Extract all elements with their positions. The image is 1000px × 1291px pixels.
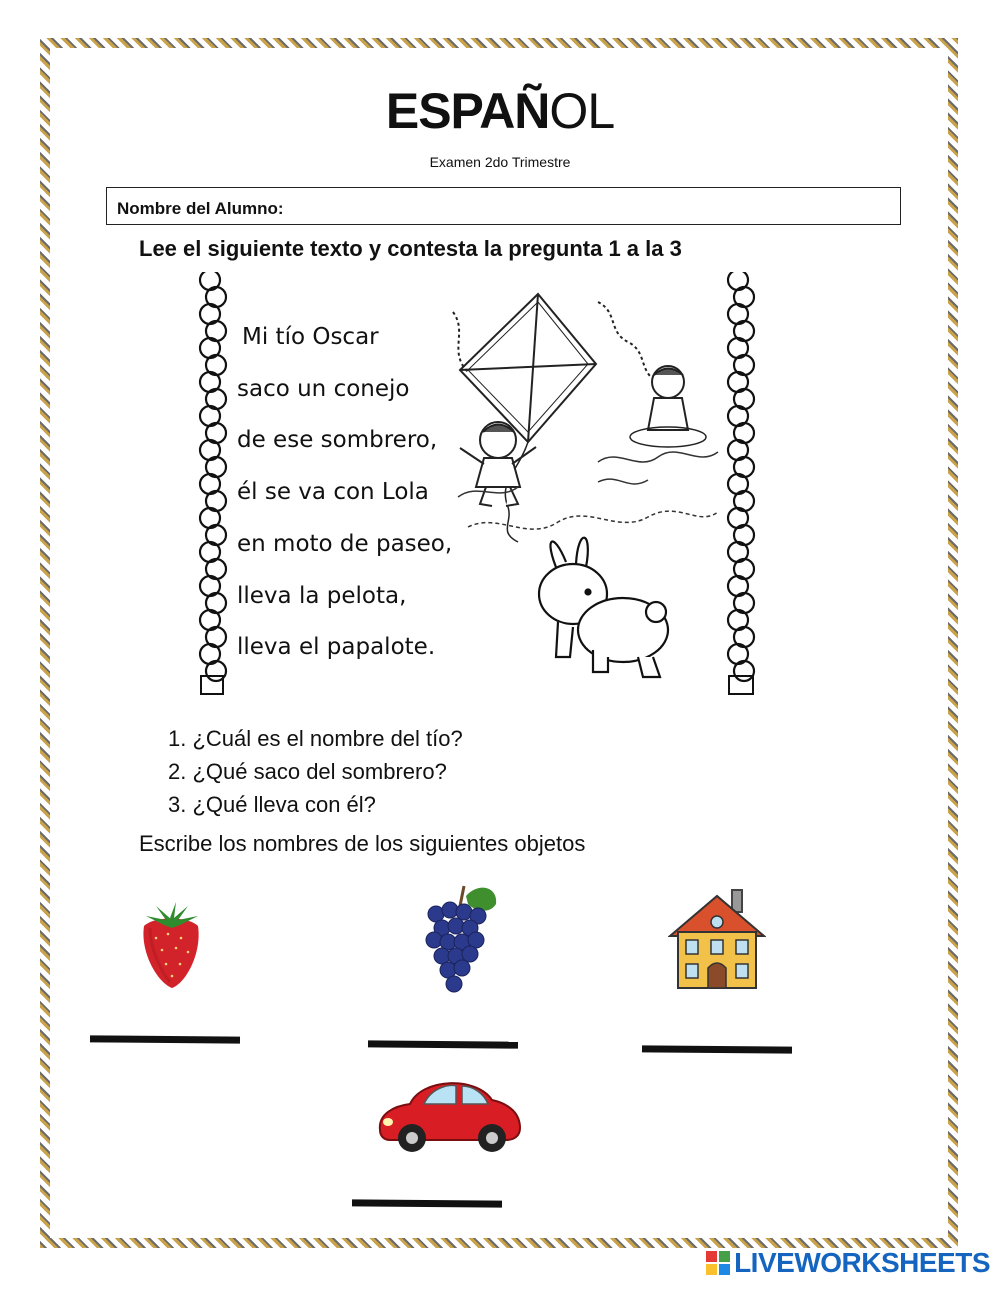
child-right-icon bbox=[630, 366, 706, 447]
poem-line: saco un conejo bbox=[237, 375, 410, 402]
poem-line: de ese sombrero, bbox=[237, 427, 438, 454]
strawberry-icon bbox=[136, 898, 206, 990]
poem-line: lleva el papalote. bbox=[237, 634, 436, 661]
answer-line-grapes[interactable] bbox=[368, 1040, 518, 1048]
chain-right-decoration bbox=[728, 272, 754, 681]
liveworksheets-icon bbox=[706, 1251, 730, 1275]
question-list bbox=[168, 722, 463, 821]
car-icon bbox=[374, 1070, 524, 1156]
question-item: 1. ¿Cuál es el nombre del tío? bbox=[168, 726, 463, 751]
chain-left-decoration bbox=[200, 272, 226, 681]
page-title: ESPAÑOL bbox=[385, 83, 615, 139]
poem-text bbox=[237, 312, 452, 674]
student-name-field[interactable] bbox=[106, 187, 901, 225]
student-name-label: Nombre del Alumno: bbox=[117, 199, 284, 218]
liveworksheets-logo: LIVEWORKSHEETS bbox=[706, 1247, 990, 1279]
question-item: 2. ¿Qué saco del sombrero? bbox=[168, 759, 447, 784]
poem-line: en moto de paseo, bbox=[237, 530, 453, 557]
answer-line-car[interactable] bbox=[352, 1199, 502, 1207]
grapes-icon bbox=[420, 878, 502, 998]
objects-instruction: Escribe los nombres de los siguientes objetos bbox=[139, 831, 586, 856]
answer-line-house[interactable] bbox=[642, 1045, 792, 1053]
exam-subtitle: Examen 2do Trimestre bbox=[429, 154, 571, 170]
poem-line: Mi tío Oscar bbox=[242, 324, 379, 350]
poem-line: lleva la pelota, bbox=[237, 582, 407, 609]
rabbit-icon bbox=[539, 538, 668, 677]
poem-line: él se va con Lola bbox=[237, 479, 429, 506]
question-item: 3. ¿Qué lleva con él? bbox=[168, 792, 376, 817]
reading-instruction: Lee el siguiente texto y contesta la pregunta 1 a la 3 bbox=[139, 236, 682, 261]
house-icon bbox=[668, 886, 766, 990]
answer-line-strawberry[interactable] bbox=[90, 1035, 240, 1043]
